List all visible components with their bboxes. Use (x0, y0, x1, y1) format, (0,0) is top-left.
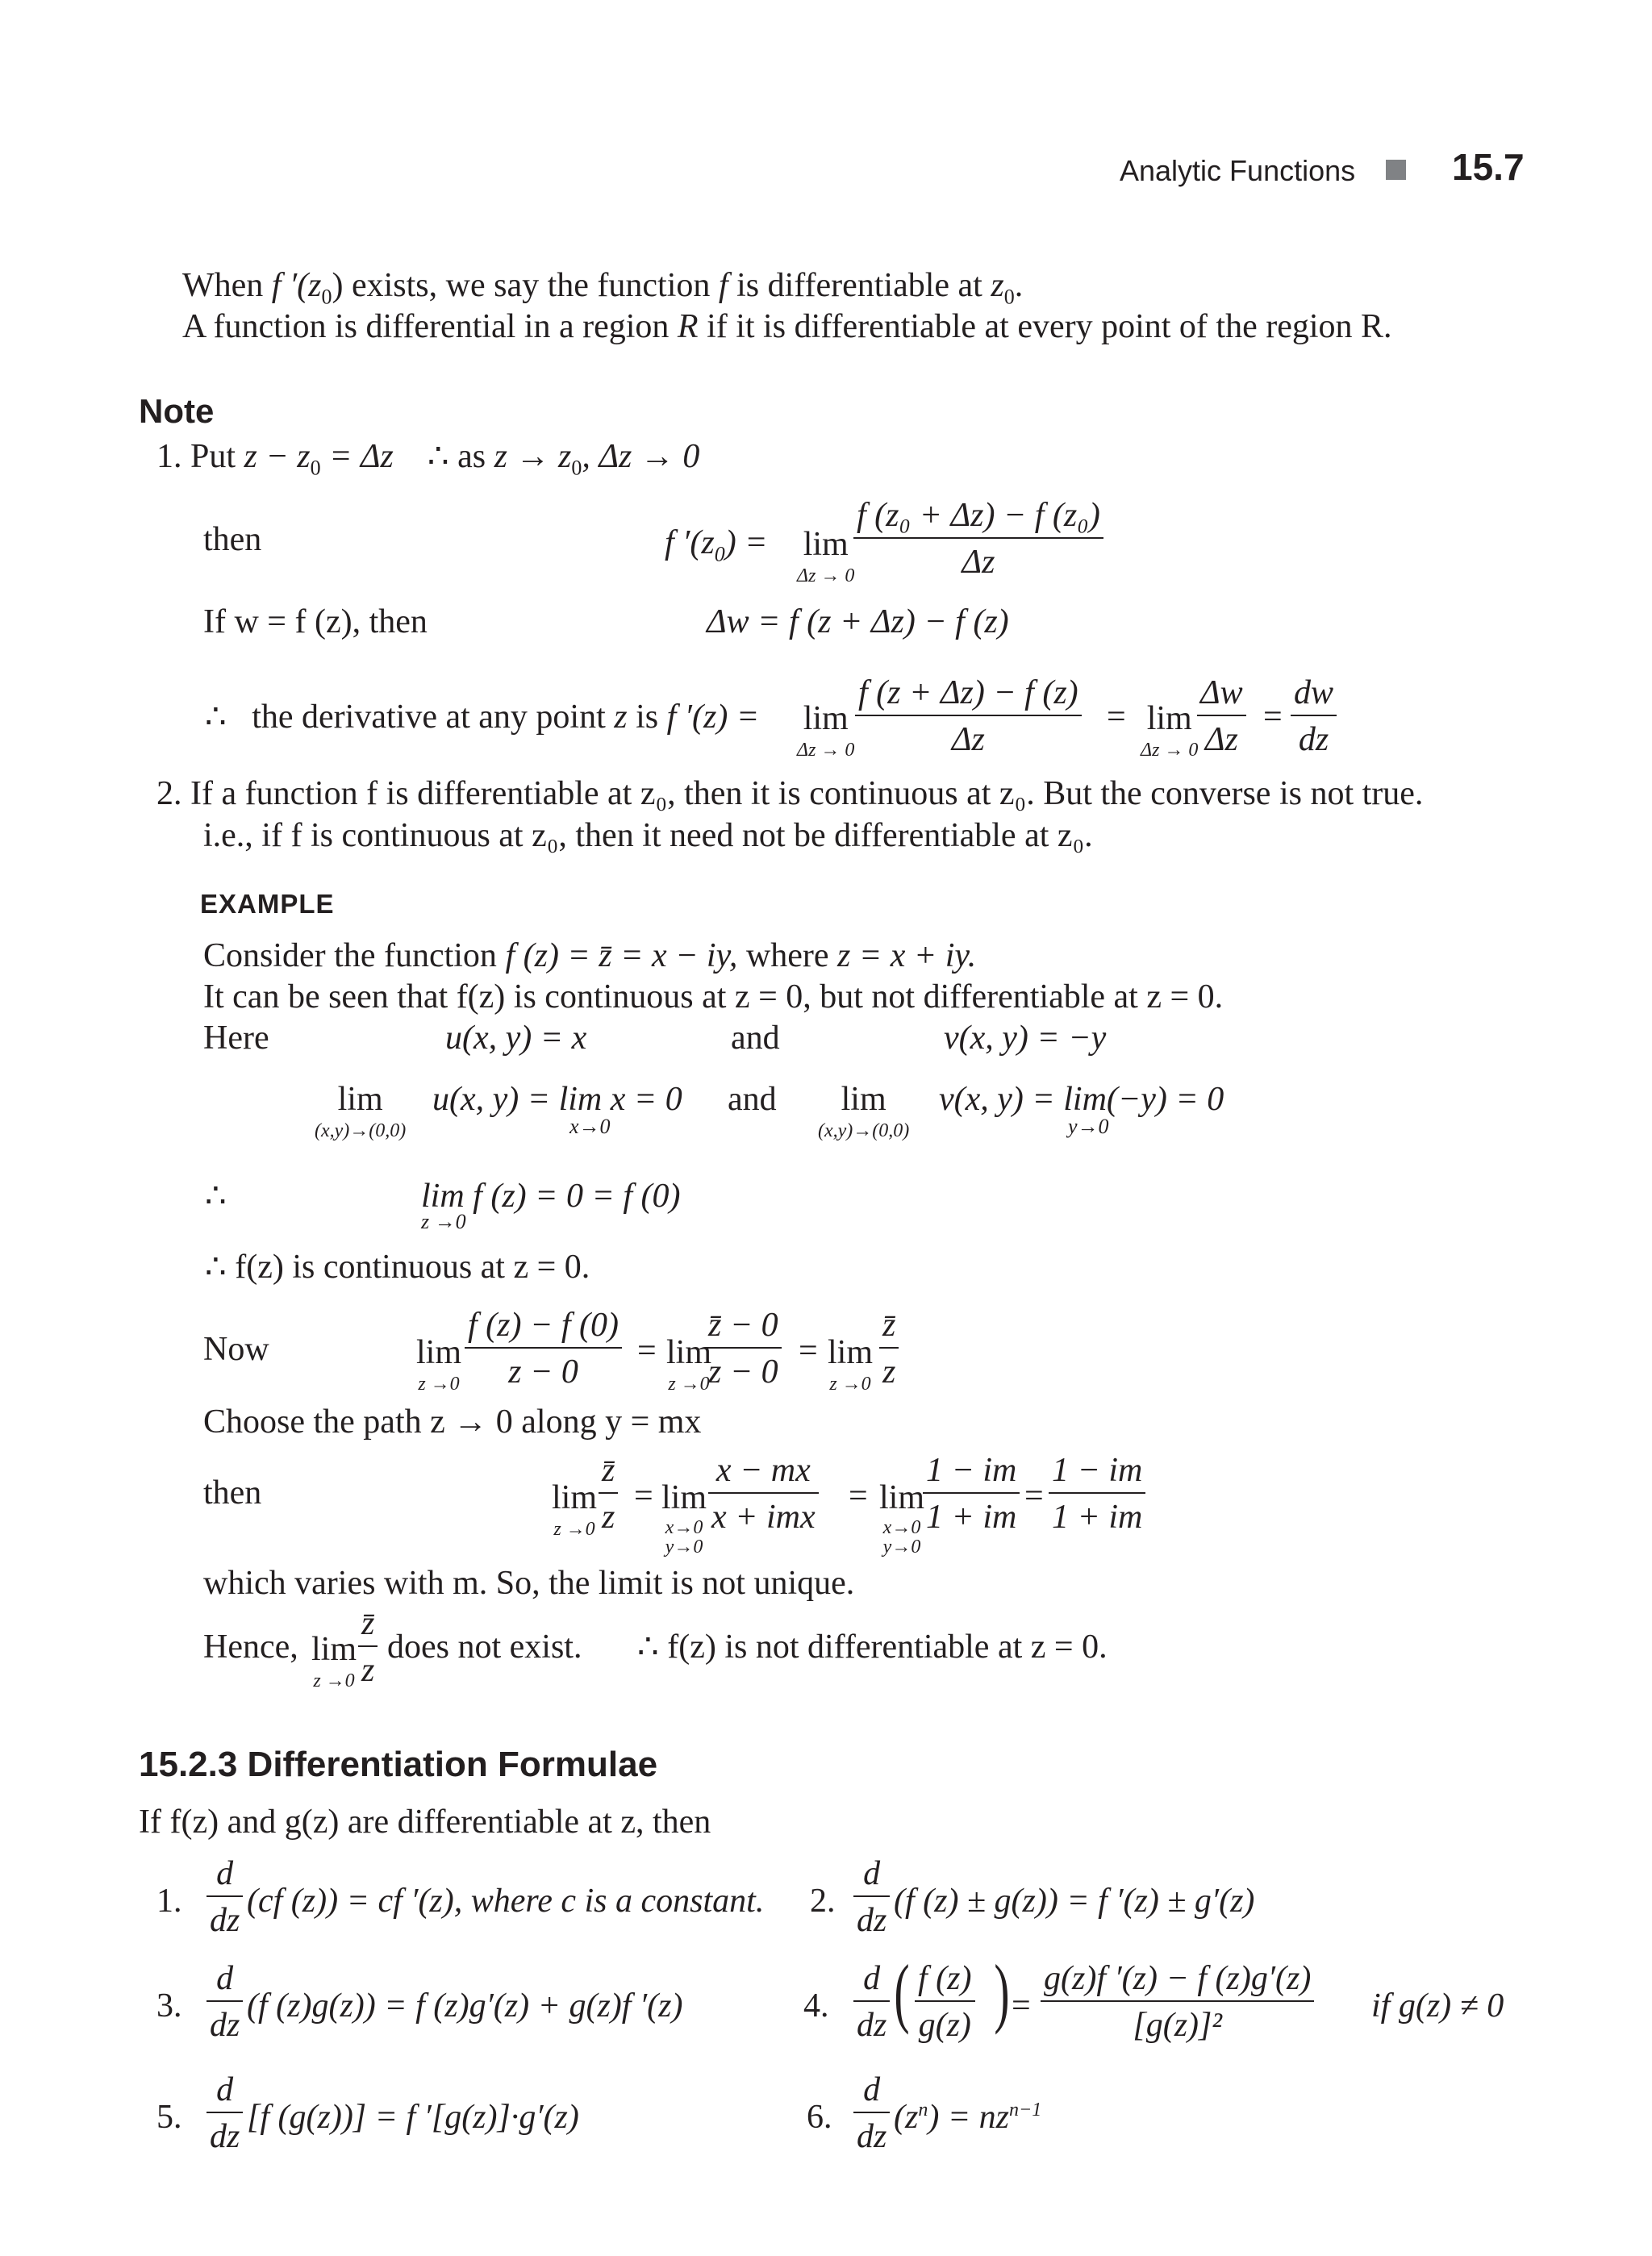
and-label: and (731, 1020, 780, 1057)
v-definition: v(x, y) = −y (944, 1020, 1107, 1057)
limit-then-2: lim x→0 y→0 (661, 1479, 707, 1558)
limit-now-2: lim z →0 (666, 1334, 712, 1395)
formula-5-number: 5. (156, 2099, 182, 2136)
formula-2-number: 2. (810, 1883, 836, 1920)
now-fraction-2: $\frac{z̄ - 0}{z - 0}$ (705, 1308, 782, 1389)
note-item-2-line-1: 2. If a function f is differentiable at z₀, then it is continuous at z₀. But the converse is not true. (156, 775, 1424, 812)
derivative-notation-fraction: $\frac{dw}{dz}$ (1291, 676, 1337, 757)
formula-4-inner-fraction: $\frac{f (z)}{g(z)}$ (915, 1962, 975, 2042)
and-label-2: and (728, 1081, 777, 1118)
section-intro: If f(z) and g(z) are differentiable at z, then (139, 1804, 711, 1841)
dw-over-dz-fraction: $\frac{\Delta w}{\Delta z}$ (1197, 676, 1246, 757)
limit-hence: lim z →0 (311, 1631, 357, 1691)
section-heading: 15.2.3 Differentiation Formulae (139, 1745, 658, 1784)
formula-2-d-dz: $\frac{d}{dz}$ (853, 1857, 890, 1937)
intro-line-1: When f $'(z_0)$ exists, we say the function f is differentiable at $z_0$. (182, 267, 1024, 309)
varies-statement: which varies with m. So, the limit is not unique. (203, 1565, 855, 1602)
formula-3-d-dz: $\frac{d}{dz}$ (206, 1962, 243, 2042)
intro-line-2: A function is differential in a region R if it is differentiable at every point of the region R. (182, 308, 1392, 345)
equals-then-1: = (634, 1478, 653, 1515)
formula-6: $(z^n) = nz^{n-1}$ (894, 2099, 1042, 2136)
example-line-1: Consider the function f (z) = z̄ = x − iy, where z = x + iy. (203, 937, 977, 974)
limit-v: lim (x,y)→(0,0) (818, 1081, 910, 1141)
limit-operator: lim Δz → 0 (797, 526, 855, 586)
continuous-statement: ∴ f(z) is continuous at z = 0. (205, 1249, 590, 1286)
z-to-0-sub: z →0 (421, 1210, 466, 1233)
v-limit-expression: v(x, y) = lim(−y) = 0 (939, 1081, 1224, 1118)
then-label: then (203, 521, 262, 558)
formula-1-number: 1. (156, 1883, 182, 1920)
formula-2: (f (z) ± g(z)) = f ′(z) ± g′(z) (894, 1883, 1255, 1920)
limit-now-1: lim z →0 (416, 1334, 462, 1395)
limit-then-3: lim x→0 y→0 (879, 1479, 925, 1558)
derivative-lhs: f $'(z_0)$ = (665, 524, 768, 566)
therefore-symbol: ∴ (205, 1178, 227, 1215)
if-w-line: If w = f (z), then (203, 603, 428, 640)
here-label: Here (203, 1020, 269, 1057)
formula-6-number: 6. (807, 2099, 832, 2136)
limit-operator-2: lim Δz → 0 (797, 700, 855, 761)
formula-1-d-dz: $\frac{d}{dz}$ (206, 1857, 243, 1937)
example-label: EXAMPLE (200, 889, 335, 919)
formula-3: (f (z)g(z)) = f (z)g′(z) + g(z)f ′(z) (247, 1987, 683, 2025)
then-fraction-1: $\frac{z̄}{z}$ (599, 1453, 618, 1534)
u-limit-expression: u(x, y) = lim x = 0 (432, 1081, 682, 1118)
note-item-1: 1. Put $z - z_0 = \Delta z$ ∴ as $z \to z_0$, Δz → 0 (156, 438, 700, 480)
formula-4-rhs-fraction: $\frac{g(z)f '(z) - f (z)g'(z)}{\text{[g(z)]²}}$ (1041, 1962, 1314, 2042)
hence-label: Hence, (203, 1628, 298, 1666)
page-number: 15.7 (1452, 146, 1525, 188)
derivative-fraction: $\frac{\text{f (z₀ + Δz) − f (z₀)}}{\Delta z}$ (853, 498, 1103, 579)
derivative-any-point: ∴ the derivative at any point z is f ′(z) = (205, 698, 760, 736)
equals-sign-2: = (1263, 698, 1283, 736)
limit-then-1: lim z →0 (552, 1479, 598, 1540)
x-to-0-sub: x→0 (569, 1115, 611, 1138)
then-label-2: then (203, 1474, 262, 1512)
formula-4-condition: if g(z) ≠ 0 (1371, 1987, 1504, 2025)
limit-now-3: lim z →0 (828, 1334, 874, 1395)
formula-4-number: 4. (803, 1987, 829, 2025)
choose-path-line: Choose the path z → 0 along y = mx (203, 1403, 702, 1441)
now-fraction-1: $\frac{f (z) - f (0)}{z - 0}$ (465, 1308, 622, 1389)
formula-5-d-dz: $\frac{d}{dz}$ (206, 2073, 243, 2154)
equals-then-3: = (1024, 1478, 1044, 1515)
formula-3-number: 3. (156, 1987, 182, 2025)
now-fraction-3: $\frac{z̄}{z}$ (879, 1308, 899, 1389)
header-separator-square (1386, 160, 1406, 180)
limf-equation: lim f (z) = 0 = f (0) (421, 1178, 681, 1215)
example-line-2: It can be seen that f(z) is continuous at z = 0, but not differentiable at z = 0. (203, 978, 1224, 1015)
delta-w-equation: Δw = f (z + Δz) − f (z) (707, 603, 1009, 640)
not-differentiable-statement: ∴ f(z) is not differentiable at z = 0. (637, 1628, 1108, 1666)
derivative-fraction-2: $\frac{f (z + \Delta z) - f (z)}{\Delta z}$ (855, 676, 1082, 757)
formula-4-right-paren: ) (994, 1949, 1010, 2035)
then-fraction-3: $\frac{1 - im}{1 + im}$ (923, 1453, 1020, 1534)
note-item-2-line-2: i.e., if f is continuous at z₀, then it need not be differentiable at z₀. (203, 817, 1093, 854)
equals-now-2: = (799, 1332, 818, 1370)
formula-5: [f (g(z))] = f ′[g(z)]·g′(z) (247, 2099, 579, 2136)
hence-fraction: $\frac{z̄}{z}$ (358, 1607, 378, 1687)
equals-now-1: = (637, 1332, 657, 1370)
does-not-exist-text: does not exist. (387, 1628, 582, 1666)
now-label: Now (203, 1331, 269, 1368)
equals-sign: = (1107, 698, 1126, 736)
formula-4-equals: = (1012, 1987, 1031, 2025)
formula-1: (cf (z)) = cf ′(z), where c is a constant. (247, 1883, 765, 1920)
formula-4-d-dz: $\frac{d}{dz}$ (853, 1962, 890, 2042)
limit-u: lim (x,y)→(0,0) (315, 1081, 407, 1141)
limit-operator-3: lim Δz → 0 (1141, 700, 1199, 761)
formula-6-d-dz: $\frac{d}{dz}$ (853, 2073, 890, 2154)
y-to-0-sub: y→0 (1068, 1115, 1109, 1138)
u-definition: u(x, y) = x (445, 1020, 587, 1057)
then-fraction-4: $\frac{1 - im}{1 + im}$ (1049, 1453, 1145, 1534)
formula-4-left-paren: ( (894, 1949, 910, 2035)
then-fraction-2: x − mx x + imx (708, 1453, 819, 1534)
note-heading: Note (139, 392, 215, 430)
equals-then-2: = (849, 1478, 868, 1515)
running-title: Analytic Functions (1120, 154, 1356, 187)
